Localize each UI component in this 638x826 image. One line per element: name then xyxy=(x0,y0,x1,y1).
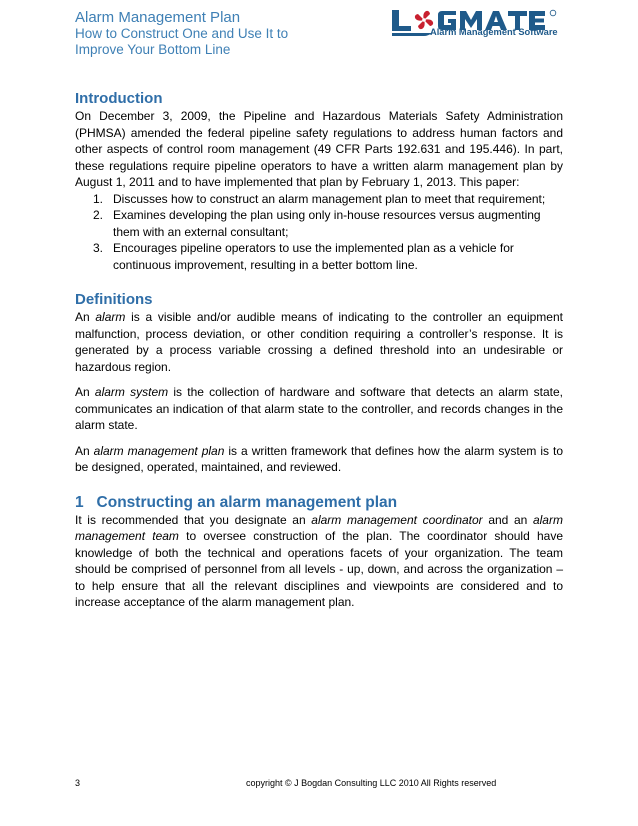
document-subtitle-line2: Improve Your Bottom Line xyxy=(75,41,231,57)
definition-alarm-management-plan: An alarm management plan is a written framework that defines how the alarm system is to be designed, operated, maintained, and reviewed. xyxy=(75,443,564,474)
document-title: Alarm Management Plan xyxy=(75,9,241,26)
introduction-list xyxy=(75,191,563,274)
list-item: 1. Discusses how to construct an alarm management plan to meet that requirement; xyxy=(93,191,546,206)
section-1-heading: 1 Constructing an alarm management plan xyxy=(75,493,398,511)
definition-alarm: An alarm is a visible and/or audible means of indicating to the controller an equipment malfunction, process deviation, or other condition requiring a controller’s response. It is generated by a process variable crossing a defined threshold into an undesirable or hazardous region. xyxy=(75,310,563,374)
list-item: 3. Encourages pipeline operators to use the implemented plan as a vehicle for continuous improvement, resulting in a better bottom line. xyxy=(93,241,514,272)
definition-alarm-system: An alarm system is the collection of hardware and software that detects an alarm state, communicates an indication of that alarm state to the controller, and records changes in the alarm state. xyxy=(75,385,564,432)
introduction-paragraph: On December 3, 2009, the Pipeline and Hazardous Materials Safety Administration (PHMSA) amended the federal pipeline safety regulations to address human factors and other aspects of control room management (49 CFR Parts 192.631 and 195.446). In part, these regulations require pipeline operators to have a written alarm management plan by August 1, 2011 and to have implemented that plan by February 1, 2013. This paper: xyxy=(75,109,563,189)
list-item: 2. Examines developing the plan using only in-house resources versus augmenting them with an external consultant; xyxy=(93,208,541,239)
definitions-heading: Definitions xyxy=(75,291,153,308)
page-number: 3 xyxy=(75,778,81,788)
document-body xyxy=(75,89,563,611)
introduction-heading: Introduction xyxy=(75,90,163,107)
document-subtitle-line1: How to Construct One and Use It to xyxy=(75,26,289,41)
copyright-notice: copyright © J Bogdan Consulting LLC 2010 All Rights reserved xyxy=(246,778,497,788)
section-1-paragraph: It is recommended that you designate an alarm management coordinator and an alarm management team to oversee construction of the plan. The coordinator should have knowledge of both the technical and operations facets of your organization. The team should be comprised of personnel from all levels - up, down, and across the organization – to help ensure that all the relevant disciplines and viewpoints are considered and to increase acceptance of the alarm management plan. xyxy=(75,512,564,609)
logo-tagline: Alarm Management Software xyxy=(430,27,558,37)
document-header xyxy=(75,10,288,57)
